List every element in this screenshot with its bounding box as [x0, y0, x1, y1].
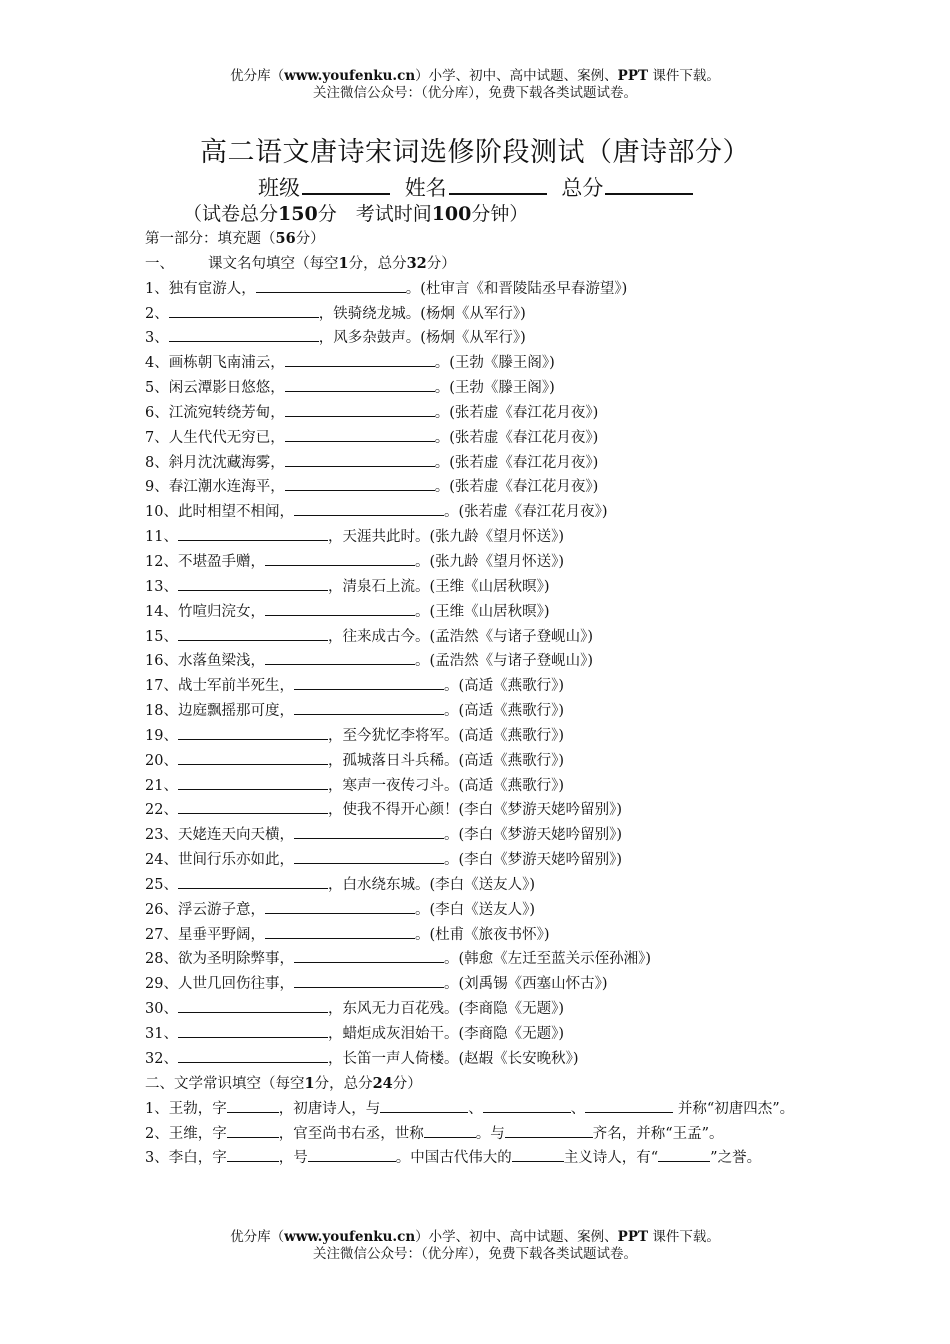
item-prompt: 此时相望不相闻， — [177, 504, 294, 521]
fill-in-item — [145, 550, 815, 575]
item-prompt: 江流宛转绕芳甸， — [168, 404, 285, 421]
answer-blank[interactable] — [265, 898, 415, 914]
item-number: 12、 — [145, 553, 178, 570]
item-source: ，铁骑绕龙城。(杨炯《从军行》) — [318, 305, 526, 322]
question-text: 齐名，并称“王孟”。 — [592, 1125, 724, 1142]
answer-blank[interactable] — [294, 947, 444, 963]
meta-text: 分钟） — [471, 203, 529, 225]
item-prompt: 不堪盈手赠， — [177, 553, 265, 570]
fill-in-item — [145, 898, 815, 923]
item-number: 26、 — [145, 901, 178, 918]
header-text: 优分库（ — [230, 68, 285, 84]
item-number: 24、 — [145, 852, 178, 869]
answer-blank[interactable] — [178, 1022, 328, 1038]
item-number: 8、 — [145, 454, 169, 471]
item-source: 。(高适《燕歌行》) — [443, 678, 565, 695]
fill-in-item — [145, 674, 815, 699]
header-line-1 — [0, 68, 950, 85]
heading-text: 分，总分 — [348, 255, 407, 272]
heading-text: 分） — [295, 231, 325, 247]
item-number: 10、 — [145, 504, 178, 521]
item-number: 22、 — [145, 802, 178, 819]
literature-question-3 — [145, 1146, 815, 1171]
page-title: 高二语文唐诗宋词选修阶段测试（唐诗部分） — [200, 137, 750, 168]
answer-blank[interactable] — [658, 1146, 710, 1162]
item-prompt: 星垂平野阔， — [177, 926, 265, 943]
score-blank[interactable] — [605, 173, 693, 195]
answer-blank[interactable] — [294, 674, 444, 690]
fill-in-item — [145, 376, 815, 401]
answer-blank[interactable] — [178, 774, 328, 790]
fill-in-item — [145, 451, 815, 476]
question-text: 、 — [570, 1100, 586, 1117]
item-prompt: 战士军前半死生， — [177, 678, 294, 695]
heading-score: 1 — [338, 254, 349, 272]
heading-text: 课文名句填空（每空 — [208, 255, 339, 272]
item-number: 15、 — [145, 628, 178, 645]
fill-in-item — [145, 625, 815, 650]
heading-text: 分） — [426, 255, 456, 272]
name-label: 姓名 — [404, 176, 447, 200]
answer-blank[interactable] — [265, 600, 415, 616]
answer-blank[interactable] — [178, 525, 328, 541]
fill-in-item — [145, 798, 815, 823]
item-prompt: 边庭飘摇那可度， — [177, 703, 294, 720]
item-source: ，长笛一声人倚楼。(赵嘏《长安晚秋》) — [327, 1050, 579, 1067]
answer-blank[interactable] — [178, 997, 328, 1013]
fill-in-item — [145, 848, 815, 873]
answer-blank[interactable] — [285, 451, 435, 467]
answer-blank[interactable] — [505, 1122, 593, 1138]
question-text: ”之誉。 — [710, 1150, 762, 1167]
answer-blank[interactable] — [265, 923, 415, 939]
header-text: 课件下载。 — [648, 68, 720, 84]
item-number: 5、 — [145, 380, 169, 397]
item-number: 20、 — [145, 752, 178, 769]
exam-content — [145, 227, 815, 1171]
literature-question-1 — [145, 1097, 815, 1122]
exam-meta — [183, 199, 528, 226]
item-number: 2、 — [145, 305, 169, 322]
heading-score: 24 — [372, 1074, 393, 1092]
answer-blank[interactable] — [483, 1097, 571, 1113]
fill-in-item — [145, 1047, 815, 1072]
answer-blank[interactable] — [294, 699, 444, 715]
section-2-heading — [145, 1072, 815, 1097]
item-prompt: 欲为圣明除弊事， — [177, 951, 294, 968]
item-prompt: 独有宦游人， — [168, 280, 256, 297]
item-number: 3、 — [145, 330, 169, 347]
fill-in-item — [145, 575, 815, 600]
fill-in-item — [145, 699, 815, 724]
item-source: 。(杜审言《和晋陵陆丞早春游望》) — [405, 280, 628, 297]
item-source: ，天涯共此时。(张九龄《望月怀送》) — [327, 529, 565, 546]
answer-blank[interactable] — [178, 724, 328, 740]
fill-in-item — [145, 923, 815, 948]
question-text: 并称“初唐四杰”。 — [673, 1100, 795, 1117]
item-source: 。(高适《燕歌行》) — [443, 703, 565, 720]
heading-score: 32 — [406, 254, 427, 272]
item-number: 21、 — [145, 777, 178, 794]
item-source: ，东风无力百花残。(李商隐《无题》) — [327, 1001, 565, 1018]
fill-in-item — [145, 649, 815, 674]
name-blank[interactable] — [449, 173, 547, 195]
item-number: 19、 — [145, 727, 178, 744]
fill-in-item — [145, 972, 815, 997]
class-label: 班级 — [258, 176, 300, 200]
footer-text: 优分库（ — [230, 1229, 285, 1245]
item-prompt: 天姥连天向天横， — [177, 827, 294, 844]
item-number: 1、 — [145, 280, 169, 297]
answer-blank[interactable] — [285, 401, 435, 417]
meta-text: 分 考试时间 — [317, 203, 432, 225]
question-text: ，官至尚书右丞，世称 — [278, 1125, 424, 1142]
item-number: 9、 — [145, 479, 169, 496]
question-text: 。与 — [475, 1125, 505, 1142]
heading-text: 第一部分：填充题（ — [145, 231, 276, 247]
top-site-header — [0, 68, 950, 102]
answer-blank[interactable] — [294, 972, 444, 988]
footer-ppt: PPT — [617, 1229, 649, 1245]
answer-blank[interactable] — [227, 1146, 279, 1162]
fill-in-item — [145, 600, 815, 625]
item-source: 。(王勃《滕王阁》) — [434, 380, 555, 397]
item-source: 。(张九龄《望月怀送》) — [414, 553, 565, 570]
item-source: ，风多杂鼓声。(杨炯《从军行》) — [318, 330, 526, 347]
answer-blank[interactable] — [178, 1047, 328, 1063]
header-url: www.youfenku.cn — [284, 68, 416, 84]
item-number: 14、 — [145, 603, 178, 620]
heading-text: 分） — [392, 1075, 422, 1092]
item-number: 23、 — [145, 827, 178, 844]
item-number: 11、 — [145, 529, 178, 546]
item-number: 31、 — [145, 1026, 178, 1042]
fill-in-item — [145, 351, 815, 376]
answer-blank[interactable] — [294, 823, 444, 839]
fill-in-item — [145, 525, 815, 550]
student-info-line — [258, 172, 701, 202]
item-source: 。(张若虚《春江花月夜》) — [434, 404, 599, 421]
item-source: 。(杜甫《旅夜书怀》) — [414, 926, 550, 943]
item-number: 4、 — [145, 355, 169, 372]
answer-blank[interactable] — [285, 475, 435, 491]
question-text: ，初唐诗人，与 — [278, 1100, 381, 1117]
item-source: 。(刘禹锡《西塞山怀古》) — [443, 976, 608, 993]
footer-line-2: 关注微信公众号：（优分库），免费下载各类试题试卷。 — [313, 1246, 637, 1262]
item-source: 。(张若虚《春江花月夜》) — [443, 504, 608, 521]
item-source: ，寒声一夜传刁斗。(高适《燕歌行》) — [327, 777, 565, 794]
item-source: 。(王勃《滕王阁》) — [434, 355, 555, 372]
item-prompt: 世间行乐亦如此， — [177, 852, 294, 869]
meta-text: （试卷总分 — [183, 203, 279, 225]
item-number: 18、 — [145, 703, 178, 720]
item-number: 30、 — [145, 1001, 178, 1018]
item-number: 28、 — [145, 951, 178, 968]
item-source: 。(李白《梦游天姥吟留别》) — [443, 827, 623, 844]
item-source: ，白水绕东城。(李白《送友人》) — [327, 876, 536, 893]
answer-blank[interactable] — [265, 550, 415, 566]
fill-in-item — [145, 823, 815, 848]
item-prompt: 画栋朝飞南浦云， — [168, 355, 285, 372]
answer-blank[interactable] — [285, 351, 435, 367]
item-source: ，至今犹忆李将军。(高适《燕歌行》) — [327, 727, 565, 744]
item-source: ，蜡炬成灰泪始干。(李商隐《无题》) — [327, 1026, 565, 1042]
answer-blank[interactable] — [294, 848, 444, 864]
question-text: 3、李白，字 — [145, 1150, 227, 1167]
item-source: 。(李白《梦游天姥吟留别》) — [443, 852, 623, 869]
answer-blank[interactable] — [294, 500, 444, 516]
footer-text: 课件下载。 — [648, 1229, 720, 1245]
answer-blank[interactable] — [424, 1122, 476, 1138]
item-number: 16、 — [145, 653, 178, 670]
answer-blank[interactable] — [585, 1097, 673, 1113]
question-text: 1、王勃，字 — [145, 1100, 227, 1117]
fill-in-list — [145, 277, 815, 1072]
item-number: 17、 — [145, 678, 178, 695]
item-source: 。(李白《送友人》) — [414, 901, 536, 918]
item-number: 29、 — [145, 976, 178, 993]
fill-in-item — [145, 500, 815, 525]
footer-url: www.youfenku.cn — [284, 1229, 416, 1245]
fill-in-item — [145, 873, 815, 898]
meta-time: 100 — [431, 203, 472, 225]
answer-blank[interactable] — [169, 326, 319, 342]
answer-blank[interactable] — [178, 873, 328, 889]
footer-line-1 — [0, 1229, 950, 1246]
score-label: 总分 — [561, 176, 604, 200]
item-source: ，清泉石上流。(王维《山居秋暝》) — [327, 578, 550, 595]
fill-in-item — [145, 302, 815, 327]
heading-score: 1 — [304, 1074, 315, 1092]
answer-blank[interactable] — [169, 302, 319, 318]
answer-blank[interactable] — [227, 1122, 279, 1138]
answer-blank[interactable] — [265, 649, 415, 665]
item-source: 。(韩愈《左迁至蓝关示侄孙湘》) — [443, 951, 652, 968]
footer-text: ）小学、初中、高中试题、案例、 — [415, 1229, 618, 1245]
fill-in-item — [145, 1022, 815, 1047]
fill-in-item — [145, 277, 815, 302]
answer-blank[interactable] — [380, 1097, 468, 1113]
item-source: ，孤城落日斗兵稀。(高适《燕歌行》) — [327, 752, 565, 769]
item-number: 27、 — [145, 926, 178, 943]
item-prompt: 人世几回伤往事， — [177, 976, 294, 993]
answer-blank[interactable] — [178, 798, 328, 814]
part-1-heading — [145, 227, 815, 252]
item-source: 。(孟浩然《与诸子登岘山》) — [414, 653, 594, 670]
heading-text: 分，总分 — [314, 1075, 373, 1092]
fill-in-item — [145, 997, 815, 1022]
item-prompt: 闲云潭影日悠悠， — [168, 380, 285, 397]
section-1-heading — [145, 252, 815, 277]
heading-score: 56 — [275, 230, 296, 247]
answer-blank[interactable] — [285, 376, 435, 392]
fill-in-item — [145, 947, 815, 972]
fill-in-item — [145, 724, 815, 749]
meta-total: 150 — [278, 203, 318, 225]
header-text: ）小学、初中、高中试题、案例、 — [415, 68, 618, 84]
header-line-2: 关注微信公众号：（优分库），免费下载各类试题试卷。 — [313, 85, 637, 101]
question-text: 主义诗人，有“ — [563, 1150, 659, 1167]
item-number: 13、 — [145, 578, 178, 595]
heading-number: 一、 — [145, 255, 174, 272]
item-number: 7、 — [145, 429, 169, 446]
header-ppt: PPT — [617, 68, 649, 84]
fill-in-item — [145, 475, 815, 500]
fill-in-item — [145, 426, 815, 451]
fill-in-item — [145, 326, 815, 351]
item-source: 。(张若虚《春江花月夜》) — [434, 454, 599, 471]
item-number: 32、 — [145, 1050, 178, 1067]
answer-blank[interactable] — [178, 625, 328, 641]
fill-in-item — [145, 401, 815, 426]
item-prompt: 浮云游子意， — [177, 901, 265, 918]
question-text: ，号 — [278, 1150, 308, 1167]
item-prompt: 人生代代无穷已， — [168, 429, 285, 446]
answer-blank[interactable] — [308, 1146, 396, 1162]
item-prompt: 水落鱼梁浅， — [177, 653, 265, 670]
item-prompt: 春江潮水连海平， — [168, 479, 285, 496]
answer-blank[interactable] — [512, 1146, 564, 1162]
item-prompt: 竹喧归浣女， — [177, 603, 265, 620]
item-number: 25、 — [145, 876, 178, 893]
item-prompt: 斜月沈沈藏海雾， — [168, 454, 285, 471]
fill-in-item — [145, 774, 815, 799]
answer-blank[interactable] — [178, 749, 328, 765]
item-number: 6、 — [145, 404, 169, 421]
question-text: 。中国古代伟大的 — [395, 1150, 512, 1167]
heading-text: 二、文学常识填空（每空 — [145, 1075, 305, 1092]
class-blank[interactable] — [302, 173, 390, 195]
bottom-site-footer — [0, 1229, 950, 1263]
item-source: 。(张若虚《春江花月夜》) — [434, 479, 599, 496]
answer-blank[interactable] — [285, 426, 435, 442]
answer-blank[interactable] — [227, 1097, 279, 1113]
item-source: 。(王维《山居秋暝》) — [414, 603, 550, 620]
item-source: 。(张若虚《春江花月夜》) — [434, 429, 599, 446]
answer-blank[interactable] — [256, 277, 406, 293]
question-text: 、 — [468, 1100, 483, 1117]
answer-blank[interactable] — [178, 575, 328, 591]
item-source: ，使我不得开心颜！(李白《梦游天姥吟留别》) — [327, 802, 623, 819]
question-text: 2、王维，字 — [145, 1125, 227, 1142]
item-source: ，往来成古今。(孟浩然《与诸子登岘山》) — [327, 628, 594, 645]
fill-in-item — [145, 749, 815, 774]
literature-question-2 — [145, 1122, 815, 1147]
